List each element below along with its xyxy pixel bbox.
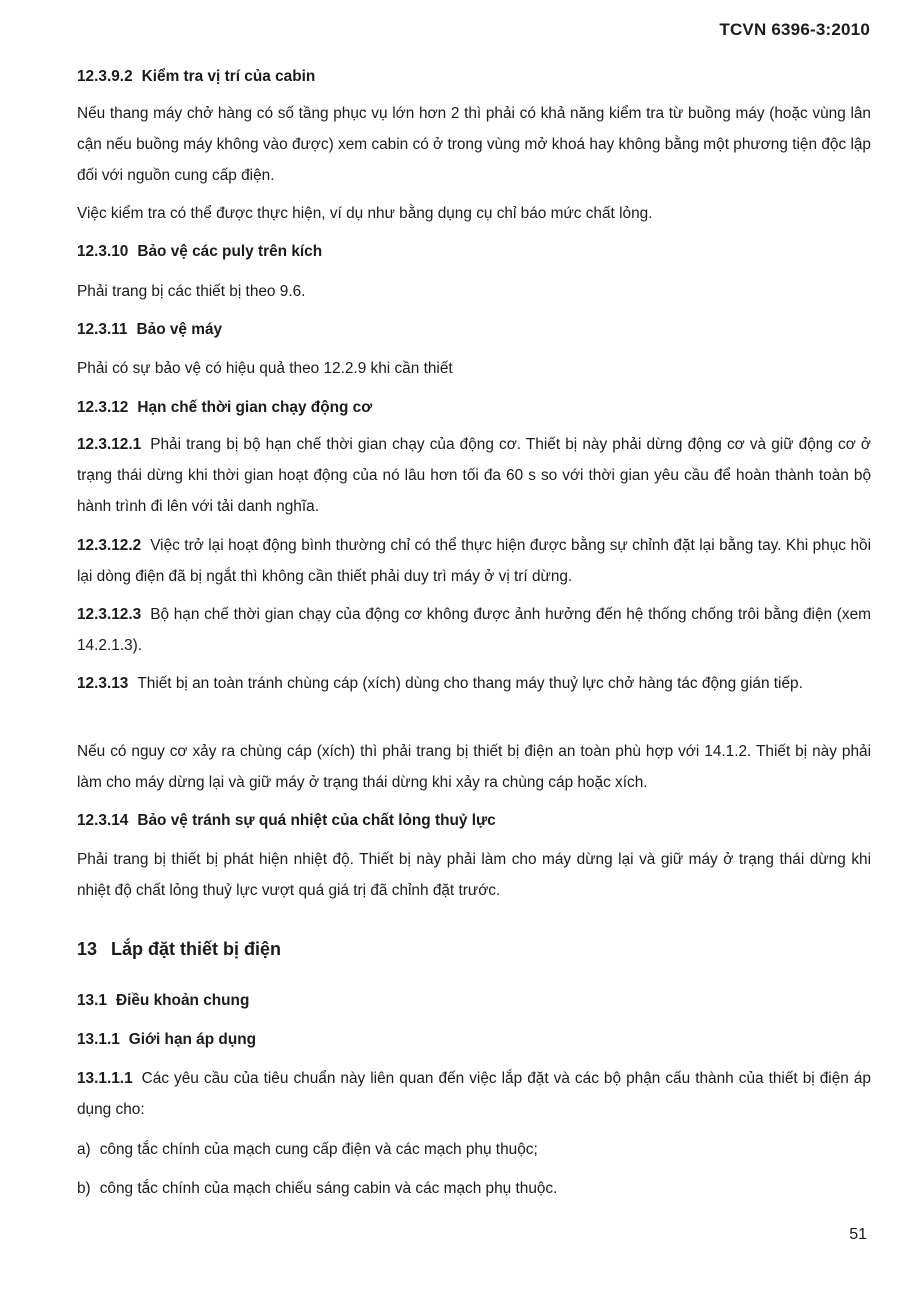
section-number: 13.1 bbox=[77, 992, 107, 1009]
paragraph: Phải trang bị thiết bị phát hiện nhiệt độ. Thiết bị này phải làm cho máy dừng lại và giữ máy ở trạng thái dừng khi nhiệt độ chất lỏng thuỷ lực vượt quá giá trị đã chỉnh đặt trước. bbox=[77, 851, 871, 899]
section-number: 12.3.14 bbox=[77, 812, 129, 829]
heading-13-1 bbox=[77, 990, 871, 1012]
paragraph-12-3-13 bbox=[77, 668, 871, 699]
paragraph: Nếu có nguy cơ xảy ra chùng cáp (xích) thì phải trang bị thiết bị điện an toàn phù hợp với 14.1.2. Thiết bị này phải làm cho máy dừng lại và giữ máy ở trạng thái dừng khi xảy ra chùng cáp hoặc xích. bbox=[77, 743, 871, 791]
paragraph-12-3-12-3 bbox=[77, 599, 871, 661]
heading-13 bbox=[77, 937, 871, 961]
clause-number: 12.3.12.1 bbox=[77, 436, 142, 453]
section-title: Bảo vệ tránh sự quá nhiệt của chất lỏng thuỷ lực bbox=[137, 812, 496, 829]
heading-13-1-1 bbox=[77, 1029, 871, 1051]
heading-12-3-12 bbox=[77, 397, 871, 419]
list-item bbox=[77, 1134, 871, 1165]
section-number: 12.3.12 bbox=[77, 399, 129, 416]
page-number: 51 bbox=[849, 1226, 867, 1243]
list-marker: b) bbox=[77, 1180, 91, 1197]
standard-code: TCVN 6396-3:2010 bbox=[719, 20, 870, 39]
paragraph: Nếu thang máy chở hàng có số tầng phục vụ lớn hơn 2 thì phải có khả năng kiểm tra từ buồng máy (hoặc vùng lân cận nếu buồng máy không vào được) xem cabin có ở trong vùng mở khoá hay không bằng một phương tiện độc lập đối với nguồn cung cấp điện. bbox=[77, 105, 871, 184]
heading-12-3-10 bbox=[77, 241, 871, 263]
heading-12-3-11 bbox=[77, 319, 871, 341]
section-title: Bảo vệ máy bbox=[136, 321, 223, 338]
section-number: 13 bbox=[77, 939, 98, 959]
section-number: 12.3.10 bbox=[77, 243, 129, 260]
list-item bbox=[77, 1173, 871, 1204]
section-number: 12.3.11 bbox=[77, 321, 128, 338]
paragraph-12-3-12-1 bbox=[77, 429, 871, 522]
list-text: công tắc chính của mạch chiếu sáng cabin và các mạch phụ thuộc. bbox=[99, 1180, 558, 1197]
section-title: Kiểm tra vị trí của cabin bbox=[141, 68, 316, 85]
list-text: công tắc chính của mạch cung cấp điện và các mạch phụ thuộc; bbox=[99, 1141, 538, 1158]
heading-12-3-14 bbox=[77, 810, 871, 832]
heading-12-3-9-2 bbox=[77, 66, 871, 88]
paragraph-13-1-1-1 bbox=[77, 1063, 871, 1125]
clause-text: Các yêu cầu của tiêu chuẩn này liên quan đến việc lắp đặt và các bộ phận cấu thành của thiết bị điện áp dụng cho: bbox=[77, 1070, 871, 1118]
section-number: 12.3.9.2 bbox=[77, 68, 133, 85]
clause-text: Việc trở lại hoạt động bình thường chỉ có thể thực hiện được bằng sự chỉnh đặt lại bằng tay. Khi phục hồi lại dòng điện đã bị ngắt thì không cần thiết phải duy trì máy ở vị trí dừng. bbox=[77, 537, 871, 585]
clause-number: 12.3.12.3 bbox=[77, 606, 142, 623]
paragraph-12-3-12-2 bbox=[77, 530, 871, 592]
section-title: Lắp đặt thiết bị điện bbox=[111, 939, 282, 959]
clause-text: Thiết bị an toàn tránh chùng cáp (xích) dùng cho thang máy thuỷ lực chở hàng tác động gián tiếp. bbox=[137, 675, 803, 692]
clause-number: 13.1.1.1 bbox=[77, 1070, 133, 1087]
section-title: Giới hạn áp dụng bbox=[128, 1031, 257, 1048]
clause-number: 12.3.13 bbox=[77, 675, 129, 692]
paragraph: Việc kiểm tra có thể được thực hiện, ví dụ như bằng dụng cụ chỉ báo mức chất lỏng. bbox=[77, 205, 653, 222]
paragraph: Phải trang bị các thiết bị theo 9.6. bbox=[77, 283, 306, 300]
section-number: 13.1.1 bbox=[77, 1031, 120, 1048]
clause-number: 12.3.12.2 bbox=[77, 537, 142, 554]
clause-text: Bộ hạn chế thời gian chạy của động cơ không được ảnh hưởng đến hệ thống chống trôi bằng điện (xem 14.2.1.3). bbox=[77, 606, 871, 654]
section-title: Bảo vệ các puly trên kích bbox=[137, 243, 323, 260]
list-marker: a) bbox=[77, 1141, 91, 1158]
clause-text: Phải trang bị bộ hạn chế thời gian chạy của động cơ. Thiết bị này phải dừng động cơ và giữ động cơ ở trạng thái dừng khi thời gian hoạt động của nó lâu hơn tối đa 60 s so với thời gian yêu cầu để hoàn thành toàn bộ hành trình đi lên với tải danh nghĩa. bbox=[77, 436, 871, 515]
paragraph: Phải có sự bảo vệ có hiệu quả theo 12.2.9 khi cần thiết bbox=[77, 360, 453, 377]
section-title: Điều khoản chung bbox=[115, 992, 250, 1009]
section-title: Hạn chế thời gian chạy động cơ bbox=[137, 399, 373, 416]
